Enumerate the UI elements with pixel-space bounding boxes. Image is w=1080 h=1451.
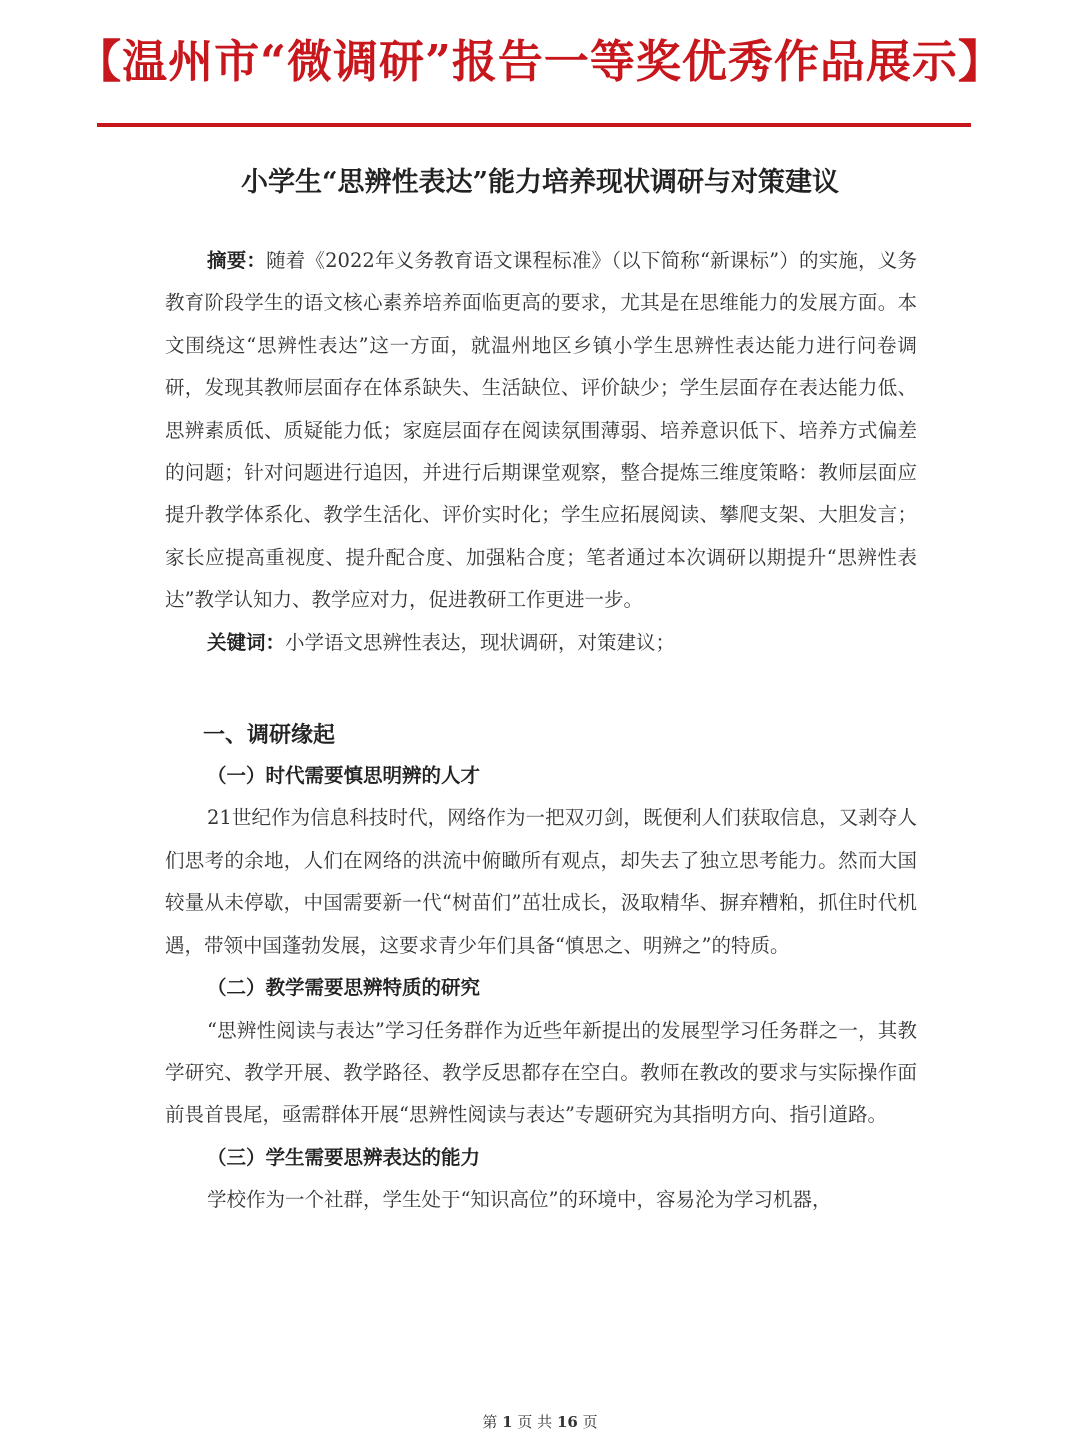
- footer-total-pages: 16: [556, 1413, 578, 1431]
- abstract-text: 随着《2022年义务教育语文课程标准》（以下简称“新课标”）的实施，义务教育阶段学生的语文核心素养培养面临更高的要求，尤其是在思维能力的发展方面。本文围绕这“思辨性表达”这一方面，就温州地区乡镇小学生思辨性表达能力进行问卷调研，发现其教师层面存在体系缺失、生活缺位、评价缺少；学生层面存在表达能力低、思辨素质低、质疑能力低；家庭层面存在阅读氛围薄弱、培养意识低下、培养方式偏差的问题；针对问题进行追因，并进行后期课堂观察，整合提炼三维度策略：教师层面应提升教学体系化、教学生活化、评价实时化；学生应拓展阅读、攀爬支架、大胆发言；家长应提高重视度、提升配合度、加强粘合度；笔者通过本次调研以期提升“思辨性表达”教学认知力、教学应对力，促进教研工作更进一步。: [165, 249, 917, 612]
- page-footer: [0, 1410, 1080, 1434]
- document-body: [165, 240, 917, 1222]
- keywords-paragraph: [165, 622, 917, 664]
- footer-suffix: 页: [582, 1413, 598, 1431]
- subsection-text-1: 21世纪作为信息科技时代，网络作为一把双刃剑，既便利人们获取信息，又剥夺人们思考的余地，人们在网络的洪流中俯瞰所有观点，却失去了独立思考能力。然而大国较量从未停歇，中国需要新一代“树苗们”茁壮成长，汲取精华、摒弃糟粕，抓住时代机遇，带领中国蓬勃发展，这要求青少年们具备“慎思之、明辨之”的特质。: [165, 806, 917, 957]
- banner-divider: [97, 123, 971, 127]
- banner-title: 【温州市“微调研”报告一等奖优秀作品展示】: [76, 35, 1004, 88]
- footer-page-number: 1: [502, 1413, 513, 1431]
- document-title: 小学生“思辨性表达”能力培养现状调研与对策建议: [240, 167, 840, 198]
- abstract-paragraph: [165, 240, 917, 622]
- footer-mid: 页 共: [517, 1413, 553, 1431]
- subsection-text-3: 学校作为一个社群，学生处于“知识高位”的环境中，容易沦为学习机器，: [207, 1188, 832, 1212]
- subsection-heading-3: （三）学生需要思辨表达的能力: [207, 1145, 481, 1169]
- subsection-heading-2: （二）教学需要思辨特质的研究: [207, 976, 481, 1000]
- footer-prefix: 第: [482, 1413, 498, 1431]
- section-heading: 一、调研缘起: [203, 722, 336, 749]
- subsection-heading-1: （一）时代需要慎思明辨的人才: [207, 764, 481, 788]
- subsection-text-2: “思辨性阅读与表达”学习任务群作为近些年新提出的发展型学习任务群之一，其教学研究、教学开展、教学路径、教学反思都存在空白。教师在教改的要求与实际操作面前畏首畏尾，亟需群体开展“思辨性阅读与表达”专题研究为其指明方向、指引道路。: [165, 1018, 917, 1127]
- section-spacer: [165, 664, 917, 715]
- keywords-text: 小学语文思辨性表达，现状调研，对策建议；: [285, 630, 676, 654]
- abstract-label: 摘要：: [207, 249, 267, 272]
- keywords-label: 关键词：: [207, 630, 286, 654]
